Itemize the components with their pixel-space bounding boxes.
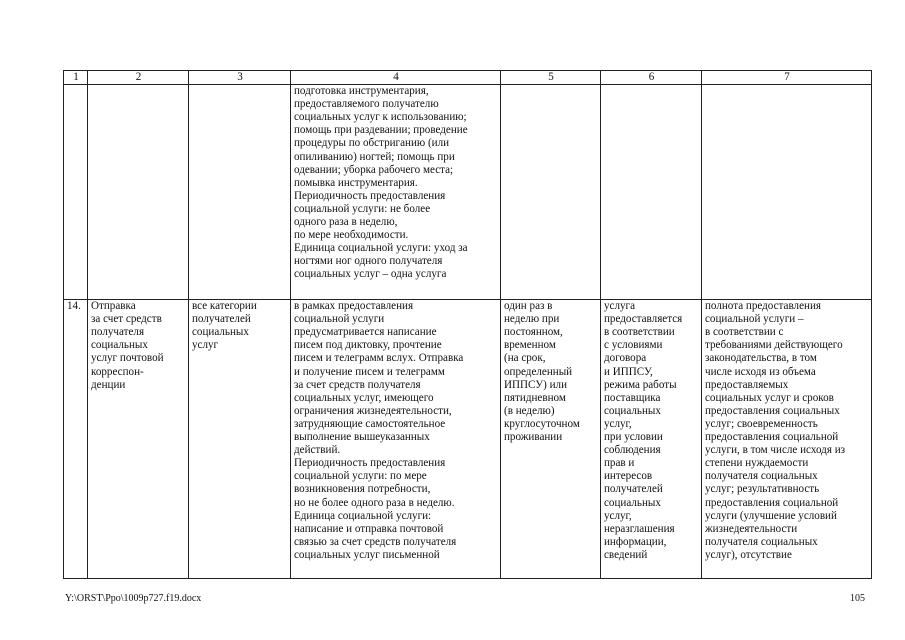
conditions-cell — [601, 85, 702, 300]
quality-indicators-cell — [702, 85, 872, 300]
cell-text-line: в рамках предоставления — [294, 300, 414, 313]
cell-text-line: денции — [91, 378, 126, 391]
column-number: 1 — [64, 71, 88, 85]
services-table — [63, 70, 872, 579]
cell-text-line: предоставления социальной — [705, 496, 839, 509]
cell-text-line: ограничения жизнедеятельности, — [294, 404, 452, 417]
service-description-cell — [291, 300, 501, 579]
cell-text-line: Отправка — [91, 300, 136, 313]
cell-text-line: постоянном, — [504, 326, 563, 339]
cell-text-line: помощь при раздевании; проведение — [294, 124, 468, 137]
cell-text-line: круглосуточном — [504, 417, 580, 430]
cell-text-line: социальных — [604, 404, 661, 417]
column-number: 5 — [501, 71, 601, 85]
cell-text-line: за счет средств получателя — [294, 378, 421, 391]
column-number: 4 — [291, 71, 501, 85]
page-number: 105 — [850, 593, 865, 604]
cell-text-line: пятидневном — [504, 391, 566, 404]
cell-text-line: услуги, в том числе исходя из — [705, 444, 846, 457]
cell-text-line: режима работы — [604, 378, 677, 391]
table-row — [64, 85, 872, 300]
cell-text-line: в соответствии с — [705, 326, 784, 339]
table-row — [64, 300, 872, 579]
cell-text-line: законодательства, в том — [705, 352, 817, 365]
cell-text-line: получателя — [91, 326, 145, 339]
cell-text-line: опиливанию) ногтей; помощь при — [294, 150, 455, 163]
cell-text-line: процедуры по обстриганию (или — [294, 137, 450, 150]
cell-text-line: с условиями — [604, 339, 663, 352]
cell-text-line: предусматривается написание — [294, 326, 437, 339]
cell-text-line: интересов — [604, 470, 653, 483]
cell-text-line: предоставляется — [604, 313, 683, 326]
service-name-cell — [88, 85, 189, 300]
cell-text-line: степени нуждаемости — [705, 457, 809, 470]
cell-text-line: социальных услуг, имеющего — [294, 391, 434, 404]
cell-text-line: получателей — [192, 313, 251, 326]
cell-text-line: социальной услуги – — [705, 313, 804, 326]
service-name-cell — [88, 300, 189, 579]
cell-text-line: жизнедеятельности — [705, 522, 798, 535]
cell-text-line: одевании; уборка рабочего места; — [294, 163, 454, 176]
cell-text-line: при условии — [604, 431, 663, 444]
cell-text-line: одного раза в неделю, — [294, 216, 398, 229]
row-number-cell — [64, 85, 88, 300]
column-number: 3 — [189, 71, 291, 85]
column-number: 2 — [88, 71, 189, 85]
recipients-cell — [189, 300, 291, 579]
cell-text-line: за счет средств — [91, 313, 162, 326]
cell-text-line: услуг; результативность — [705, 483, 820, 496]
cell-text-line: по мере необходимости. — [294, 229, 409, 242]
cell-text-line: услуг, — [604, 417, 632, 430]
cell-text-line: социальных услуг – одна услуга — [294, 268, 447, 281]
cell-text-line: полнота предоставления — [705, 300, 821, 313]
cell-text-line: и ИППСУ, — [604, 365, 653, 378]
cell-text-line: затрудняющие самостоятельное — [294, 417, 446, 430]
column-number-row — [64, 71, 872, 85]
cell-text-line: предоставления социальной — [705, 431, 839, 444]
cell-text-line: но не более одного раза в неделю. — [294, 496, 455, 509]
cell-text-line: получателя социальных — [705, 470, 818, 483]
recipients-cell — [189, 85, 291, 300]
row-number-cell: 14. — [64, 300, 88, 579]
frequency-cell — [501, 300, 601, 579]
cell-text-line: ИППСУ) или — [504, 378, 568, 391]
frequency-cell — [501, 85, 601, 300]
cell-text-line: социальной услуги: не более — [294, 202, 431, 215]
cell-text-line: предоставляемых — [705, 378, 789, 391]
cell-text-line: корреспон- — [91, 365, 144, 378]
cell-text-line: помывка инструментария. — [294, 176, 418, 189]
cell-text-line: Периодичность предоставления — [294, 189, 446, 202]
cell-text-line: связью за счет средств получателя — [294, 535, 457, 548]
cell-text-line: информации, — [604, 535, 667, 548]
cell-text-line: писем и телеграмм вслух. Отправка — [294, 352, 464, 365]
cell-text-line: Периодичность предоставления — [294, 457, 446, 470]
cell-text-line: получателя социальных — [705, 535, 818, 548]
cell-text-line: числе исходя из объема — [705, 365, 816, 378]
cell-text-line: возникновения потребности, — [294, 483, 431, 496]
column-number: 6 — [601, 71, 702, 85]
cell-text-line: поставщика — [604, 391, 661, 404]
conditions-cell — [601, 300, 702, 579]
cell-text-line: социальных — [91, 339, 148, 352]
service-description-cell — [291, 85, 501, 300]
cell-text-line: услуг — [192, 339, 219, 352]
cell-text-line: соблюдения — [604, 444, 661, 457]
cell-text-line: услуга — [604, 300, 636, 313]
cell-text-line: написание и отправка почтовой — [294, 522, 444, 535]
cell-text-line: выполнение вышеуказанных — [294, 431, 430, 444]
cell-text-line: социальной услуги — [294, 313, 385, 326]
cell-text-line: прав и — [604, 457, 635, 470]
column-number: 7 — [702, 71, 872, 85]
cell-text-line: (в неделю) — [504, 404, 555, 417]
cell-text-line: социальных — [604, 496, 661, 509]
cell-text-line: сведений — [604, 548, 648, 561]
cell-text-line: услуг почтовой — [91, 352, 164, 365]
cell-text-line: социальных услуг письменной — [294, 548, 440, 561]
cell-text-line: услуги (улучшение условий — [705, 509, 837, 522]
cell-text-line: писем под диктовку, прочтение — [294, 339, 442, 352]
cell-text-line: неделю при — [504, 313, 560, 326]
cell-text-line: требованиями действующего — [705, 339, 843, 352]
cell-text-line: (на срок, — [504, 352, 546, 365]
cell-text-line: социальных услуг к использованию; — [294, 111, 467, 124]
cell-text-line: определенный — [504, 365, 573, 378]
cell-text-line: услуг), отсутствие — [705, 548, 792, 561]
cell-text-line: временном — [504, 339, 556, 352]
cell-text-line: Единица социальной услуги: уход за — [294, 242, 468, 255]
cell-text-line: подготовка инструментария, — [294, 85, 429, 98]
cell-text-line: получателей — [604, 483, 663, 496]
footer-file-path: Y:\ORST\Ppo\1009p727.f19.docx — [65, 593, 202, 604]
cell-text-line: социальных услуг и сроков — [705, 391, 834, 404]
cell-text-line: один раз в — [504, 300, 553, 313]
cell-text-line: предоставления социальных — [705, 404, 840, 417]
cell-text-line: услуг, — [604, 509, 632, 522]
quality-indicators-cell — [702, 300, 872, 579]
cell-text-line: социальных — [192, 326, 249, 339]
cell-text-line: все категории — [192, 300, 257, 313]
cell-text-line: договора — [604, 352, 647, 365]
cell-text-line: неразглашения — [604, 522, 675, 535]
cell-text-line: услуг; своевременность — [705, 417, 818, 430]
cell-text-line: проживании — [504, 431, 563, 444]
cell-text-line: и получение писем и телеграмм — [294, 365, 445, 378]
cell-text-line: в соответствии — [604, 326, 675, 339]
cell-text-line: ногтями ног одного получателя — [294, 255, 443, 268]
cell-text-line: предоставляемого получателю — [294, 98, 439, 111]
cell-text-line: социальной услуги: по мере — [294, 470, 427, 483]
cell-text-line: действий. — [294, 444, 341, 457]
cell-text-line: Единица социальной услуги: — [294, 509, 432, 522]
